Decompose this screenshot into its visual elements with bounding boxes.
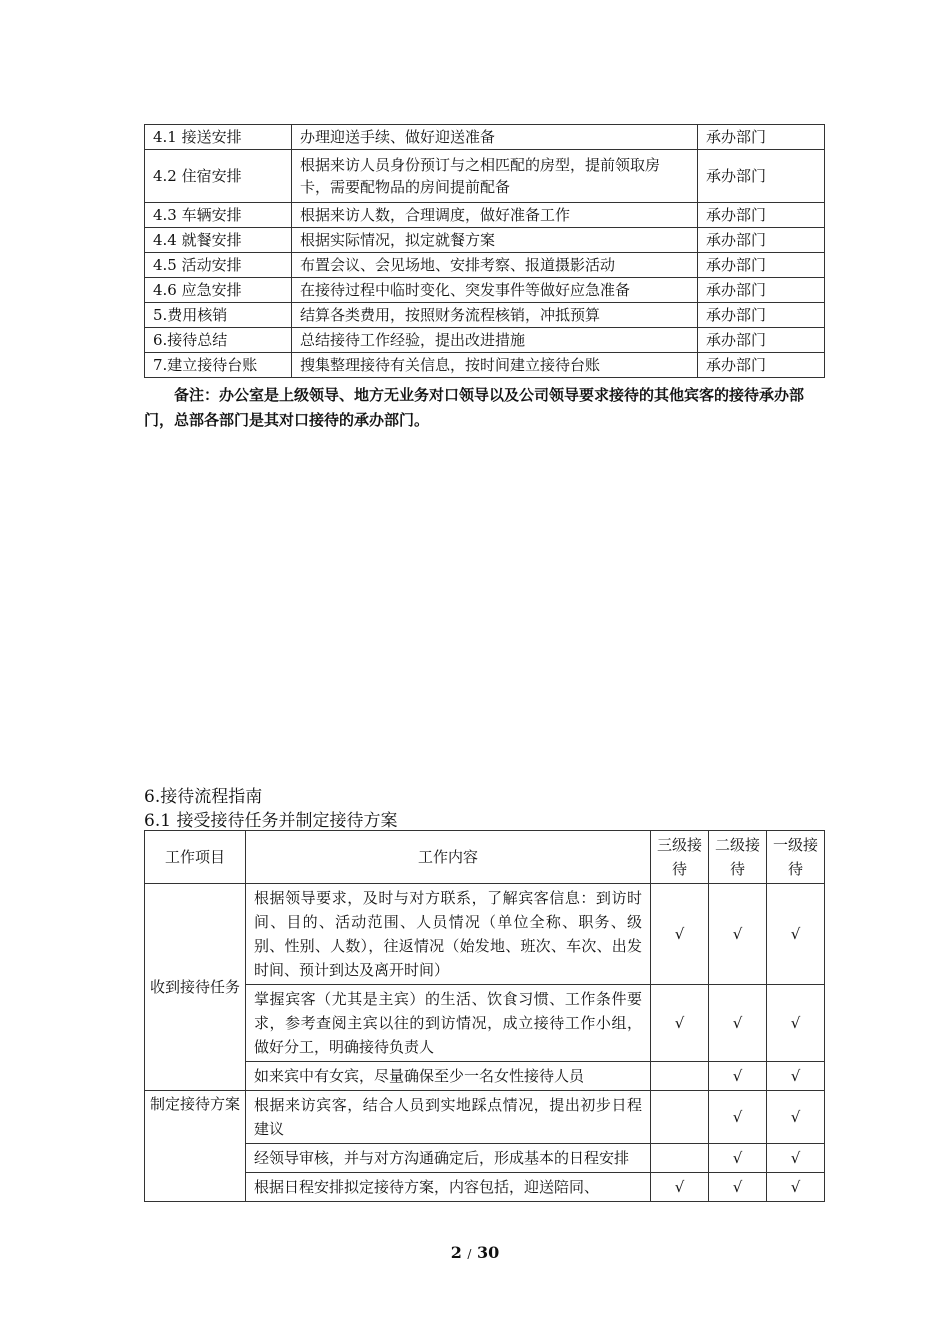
content-cell: 在接待过程中临时变化、突发事件等做好应急准备 xyxy=(292,278,698,303)
content-cell: 根据来访宾客，结合人员到实地踩点情况，提出初步日程建议 xyxy=(246,1091,651,1144)
dept-cell: 承办部门 xyxy=(698,328,825,353)
page-separator: / xyxy=(467,1247,472,1261)
item-cell: 4.3 车辆安排 xyxy=(145,203,292,228)
header-item: 工作项目 xyxy=(145,831,246,884)
content-cell: 经领导审核，并与对方沟通确定后，形成基本的日程安排 xyxy=(246,1144,651,1173)
content-cell: 根据实际情况，拟定就餐方案 xyxy=(292,228,698,253)
content-cell: 根据领导要求，及时与对方联系，了解宾客信息：到访时间、目的、活动范围、人员情况（单位全称、职务、级别、性别、人数），往返情况（始发地、班次、车次、出发时间、预计到达及离开时间） xyxy=(246,884,651,985)
item-cell: 4.5 活动安排 xyxy=(145,253,292,278)
header-level2: 二级接待 xyxy=(709,831,767,884)
table-row xyxy=(145,328,825,353)
table-note xyxy=(144,383,824,433)
item-cell: 5.费用核销 xyxy=(145,303,292,328)
item-cell: 4.2 住宿安排 xyxy=(145,150,292,203)
content-cell: 总结接待工作经验，提出改进措施 xyxy=(292,328,698,353)
header-row xyxy=(145,831,825,884)
content-cell: 如来宾中有女宾，尽量确保至少一名女性接待人员 xyxy=(246,1062,651,1091)
table-row xyxy=(145,985,825,1062)
level1-mark: √ xyxy=(767,1144,825,1173)
total-pages: 30 xyxy=(477,1243,500,1262)
table-row xyxy=(145,150,825,203)
level1-mark: √ xyxy=(767,1062,825,1091)
content-cell: 根据来访人员身份预订与之相匹配的房型，提前领取房卡，需要配物品的房间提前配备 xyxy=(292,150,698,203)
subsection-title: 6.1 接受接待任务并制定接待方案 xyxy=(144,811,398,831)
dept-cell: 承办部门 xyxy=(698,203,825,228)
table-row xyxy=(145,125,825,150)
table-row xyxy=(145,1173,825,1202)
level1-mark: √ xyxy=(767,884,825,985)
content-cell: 掌握宾客（尤其是主宾）的生活、饮食习惯、工作条件要求，参考查阅主宾以往的到访情况，成立接待工作小组，做好分工，明确接待负责人 xyxy=(246,985,651,1062)
group-cell: 收到接待任务 xyxy=(145,884,246,1091)
level3-mark xyxy=(651,1062,709,1091)
item-cell: 6.接待总结 xyxy=(145,328,292,353)
content-cell: 结算各类费用，按照财务流程核销，冲抵预算 xyxy=(292,303,698,328)
header-content: 工作内容 xyxy=(246,831,651,884)
content-cell: 根据来访人数，合理调度，做好准备工作 xyxy=(292,203,698,228)
table-row xyxy=(145,278,825,303)
dept-cell: 承办部门 xyxy=(698,150,825,203)
table-row xyxy=(145,884,825,985)
table-row xyxy=(145,1062,825,1091)
dept-cell: 承办部门 xyxy=(698,303,825,328)
table-row xyxy=(145,1091,825,1144)
level1-mark: √ xyxy=(767,985,825,1062)
level1-mark: √ xyxy=(767,1091,825,1144)
header-level3: 三级接待 xyxy=(651,831,709,884)
level2-mark: √ xyxy=(709,884,767,985)
item-cell: 4.6 应急安排 xyxy=(145,278,292,303)
content-cell: 根据日程安排拟定接待方案，内容包括，迎送陪同、 xyxy=(246,1173,651,1202)
dept-cell: 承办部门 xyxy=(698,228,825,253)
level2-mark: √ xyxy=(709,985,767,1062)
table-row xyxy=(145,1144,825,1173)
item-cell: 4.4 就餐安排 xyxy=(145,228,292,253)
level2-mark: √ xyxy=(709,1091,767,1144)
table-row xyxy=(145,353,825,378)
content-cell: 布置会议、会见场地、安排考察、报道摄影活动 xyxy=(292,253,698,278)
table-row xyxy=(145,228,825,253)
header-level1: 一级接待 xyxy=(767,831,825,884)
process-table xyxy=(144,830,825,1202)
note-text: 备注：办公室是上级领导、地方无业务对口领导以及公司领导要求接待的其他宾客的接待承办部门，总部各部门是其对口接待的承办部门。 xyxy=(144,386,805,429)
content-cell: 办理迎送手续、做好迎送准备 xyxy=(292,125,698,150)
section-title: 6.接待流程指南 xyxy=(144,787,263,807)
group-cell: 制定接待方案 xyxy=(145,1091,246,1202)
dept-cell: 承办部门 xyxy=(698,253,825,278)
content-cell: 搜集整理接待有关信息，按时间建立接待台账 xyxy=(292,353,698,378)
level3-mark: √ xyxy=(651,985,709,1062)
item-cell: 7.建立接待台账 xyxy=(145,353,292,378)
level2-mark: √ xyxy=(709,1173,767,1202)
table-row xyxy=(145,203,825,228)
level3-mark: √ xyxy=(651,884,709,985)
level2-mark: √ xyxy=(709,1062,767,1091)
dept-cell: 承办部门 xyxy=(698,125,825,150)
page-number xyxy=(0,1243,950,1262)
item-cell: 4.1 接送安排 xyxy=(145,125,292,150)
dept-cell: 承办部门 xyxy=(698,353,825,378)
level2-mark: √ xyxy=(709,1144,767,1173)
table-row xyxy=(145,303,825,328)
level3-mark xyxy=(651,1144,709,1173)
level1-mark: √ xyxy=(767,1173,825,1202)
dept-cell: 承办部门 xyxy=(698,278,825,303)
current-page: 2 xyxy=(450,1243,462,1262)
level3-mark: √ xyxy=(651,1173,709,1202)
table-row xyxy=(145,253,825,278)
level3-mark xyxy=(651,1091,709,1144)
arrangement-table xyxy=(144,124,825,378)
